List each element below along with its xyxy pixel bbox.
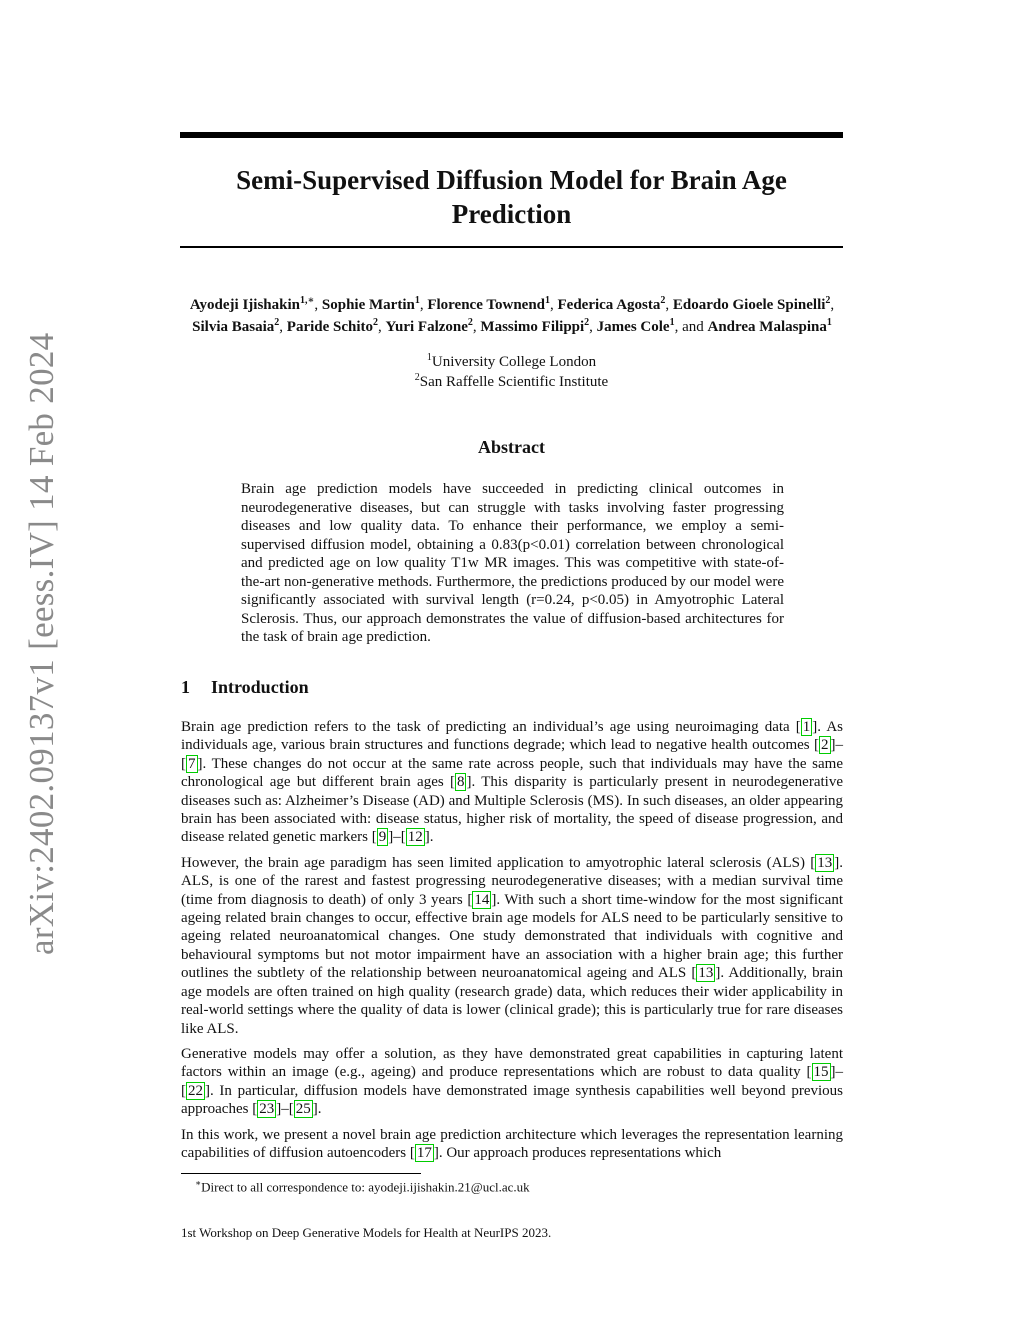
paragraph-text: . (317, 1101, 322, 1118)
author: Ayodeji Ijishakin$^{1,∗}$ (189, 295, 315, 313)
author: Yuri Falzone$^2$ (385, 317, 473, 335)
title-line-2: Prediction (451, 199, 572, 229)
paragraph-text: – (835, 1064, 843, 1081)
intro-paragraph: However, the brain age paradigm has seen limited application to amyotrophic lateral sclerosis (ALS) [ 13 ]. ALS, is one of the rarest and fastest progressing neurodegenerative diseases; with a median survival time (time from diagnosis to death) of only 3 years [ 14 ]. With such a short time-window for the most significant ageing related brain changes to occur, effective brain age models for ALS need to be particularly sensitive to ageing related neuroanatomical changes. One study demonstrated that individuals with cognitive and behavioural symptoms but not motor impairment have an association with a higher brain age; this further outlines the subtlety of the relationship between neuroanatomical ageing and ALS [ 13 ]. Additionally, brain age models are often trained on high quality (research grade) data, which reduces their wider applicability in real-world settings where the quality of data is lower (clinical grade); this is particularly true for rare diseases like ALS. (181, 854, 843, 1037)
citation-link[interactable] (819, 736, 831, 754)
author: Federica Agosta$^2$ (557, 295, 666, 313)
section-number: 1 (181, 677, 190, 697)
paragraph-text: . As individuals age, various brain structures and functions degrade; which lead to negative health outcomes (181, 719, 843, 754)
citation-link[interactable] (455, 773, 467, 791)
introduction-body (181, 718, 843, 1169)
paragraph-text: Generative models may offer a solution, as they have demonstrated great capabilities in capturing latent factors within an image (e.g., ageing) and produce representations which are robust to data quality (181, 1045, 843, 1081)
citation-link[interactable] (472, 891, 491, 909)
citation-link[interactable] (696, 964, 715, 982)
citation-number[interactable]: 25 (295, 1101, 311, 1118)
title-line-1: Semi-Supervised Diffusion Model for Brain Age (236, 165, 787, 195)
citation-number[interactable]: 7 (188, 755, 196, 772)
paragraph-text: . Additionally, brain age models are often trained on high quality (research grade) data, which reduces their wider applicability in real-world settings where the quality of data is lower (clinical grade); this is particularly true for rare diseases like ALS. (181, 965, 843, 1037)
intro-paragraph: Generative models may offer a solution, as they have demonstrated great capabilities in capturing latent factors within an image (e.g., ageing) and produce representations which are robust to data quality [ 15 ]–[ 22 ]. In particular, diffusion models have demonstrated image synthesis capabilities well beyond previous approaches [ 23 ]–[ 25 ]. (181, 1045, 843, 1118)
citation-number[interactable]: 13 (698, 965, 714, 982)
paragraph-text: . ALS, is one of the rarest and fastest progressing neurodegenerative diseases; with a median survival time (time from diagnosis to death) of only 3 years (181, 854, 843, 908)
affiliation: $^2$San Raffelle Scientific Institute (414, 372, 609, 390)
paragraph-text: In this work, we present a novel brain age prediction architecture which leverages the representation learning capabilities of diffusion autoencoders (181, 1126, 843, 1161)
title-bottom-rule (180, 246, 843, 248)
citation-number[interactable]: 12 (407, 829, 423, 846)
affiliation: $^1$University College London (426, 352, 597, 370)
footnote-text: Direct to all correspondence to: ayodeji.ijishakin.21@ucl.ac.uk (201, 1179, 530, 1195)
author: Silvia Basaia$^2$ (192, 317, 280, 335)
abstract-text: Brain age prediction models have succeeded in predicting clinical outcomes in neurodegenerative diseases, but can struggle with tasks involving faster progressing diseases and low quality data. To enhance their performance, we employ a semi-supervised diffusion model, obtaining a 0.83(p<0.01) correlation between chronological and predicted age on low quality T1w MR images. This was competitive with state-of-the-art non-generative methods. Furthermore, the predictions produced by our model were significantly associated with survival length (r=0.24, p<0.05) in Amyotrophic Lateral Sclerosis. Thus, our approach demonstrates the value of diffusion-based architectures for the task of brain age prediction. (241, 481, 784, 645)
paragraph-text: . (429, 829, 434, 846)
page-footer: 1st Workshop on Deep Generative Models for Health at NeurIPS 2023. (181, 1225, 552, 1240)
citation-link[interactable] (294, 1100, 313, 1118)
citation-number[interactable]: 8 (456, 774, 465, 791)
citation-link[interactable] (815, 854, 834, 872)
author: Sophie Martin$^1$ (321, 295, 420, 313)
author: James Cole$^1$ (596, 317, 675, 335)
paragraph-text: – (281, 1101, 289, 1118)
intro-paragraph: In this work, we present a novel brain age prediction architecture which leverages the representation learning capabilities of diffusion autoencoders [ 17 ]. Our approach produces representations which (181, 1126, 843, 1161)
footnote (195, 1178, 530, 1195)
paragraph-text: . In particular, diffusion models have demonstrated image synthesis capabilities well beyond previous approaches (181, 1082, 843, 1118)
paragraph-text: . Our approach produces representations which (438, 1144, 722, 1161)
citation-number[interactable]: 2 (821, 737, 829, 754)
citation-link[interactable] (406, 828, 425, 846)
citation-number[interactable]: 14 (474, 891, 490, 908)
citation-number[interactable]: 15 (813, 1064, 829, 1081)
authors-and: and (682, 319, 704, 335)
author: Massimo Filippi$^2$ (480, 317, 590, 335)
paragraph-text: – (393, 829, 401, 846)
footnote-mark: ∗ (195, 1178, 202, 1188)
paragraph-text: . With such a short time-window for the most significant ageing related brain changes to occur, effective brain age models for ALS need to be particularly sensitive to ageing related neuroanatomical changes. One study demonstrated that individuals with cognitive and behavioural symptoms but not motor impairment have an association with a higher brain age; this further outlines the subtlety of the relationship between neuroanatomical ageing and ALS (181, 891, 843, 982)
citation-link[interactable] (415, 1144, 434, 1162)
footnote-rule (181, 1173, 421, 1174)
paragraph-text: . This disparity is particularly present in neurodegenerative diseases such as: Alzheimer’s Disease (AD) and Multiple Sclerosis (MS). In such diseases, an older appearing brain has been associated with: disease status, higher risk of mortality, the speed of disease progression, and disease related genetic markers (181, 774, 843, 846)
citation-link[interactable] (186, 1082, 205, 1100)
author-list: Ayodeji Ijishakin$^{1,∗}$, Sophie Martin$^1$, Florence Townend$^1$, Federica Agosta$^2$, Edoardo Gioele Spinelli$^2$, Silvia Basaia$^2$, Paride Schito$^2$, Yuri Falzone$^2$, Massimo Filippi$^2$, James Cole$^1$, and Andrea Malaspina$^1$ (189, 295, 835, 335)
citation-number[interactable]: 1 (802, 719, 811, 735)
arxiv-sidebar-stamp: arXiv:2402.09137v1 [eess.IV] 14 Feb 2024 (22, 332, 61, 955)
intro-paragraph: Brain age prediction refers to the task of predicting an individual’s age using neuroimaging data [ 1 ]. As individuals age, various brain structures and functions degrade; which lead to negative health outcomes [ 2 ]–[ 7 ]. These changes do not occur at the same rate across people, such that individuals may have the same chronological age but different brain ages [ 8 ]. This disparity is particularly present in neurodegenerative diseases such as: Alzheimer’s Disease (AD) and Multiple Sclerosis (MS). In such diseases, an older appearing brain has been associated with: disease status, higher risk of mortality, the speed of disease progression, and disease related genetic markers [ 9 ]–[ 12 ]. (181, 719, 843, 846)
paragraph-text: However, the brain age paradigm has seen limited application to amyotrophic lateral sclerosis (ALS) (181, 854, 811, 871)
citation-number[interactable]: 23 (259, 1101, 275, 1118)
author: Andrea Malaspina$^1$ (707, 317, 832, 335)
author: Paride Schito$^2$ (286, 317, 379, 335)
citation-number[interactable]: 13 (817, 854, 833, 871)
section-title: Introduction (211, 677, 309, 697)
affiliations (180, 352, 843, 392)
citation-number[interactable]: 22 (188, 1082, 203, 1099)
citation-link[interactable] (257, 1100, 276, 1118)
paragraph-text: . These changes do not occur at the same rate across people, such that individuals may have the same chronological age but different brain ages (181, 755, 843, 791)
section-heading (181, 677, 309, 698)
citation-link[interactable] (801, 718, 813, 736)
citation-link[interactable] (377, 828, 389, 846)
citation-link[interactable] (812, 1063, 831, 1081)
author: Edoardo Gioele Spinelli$^2$ (672, 295, 831, 313)
paragraph-text: Brain age prediction refers to the task of predicting an individual’s age using neuroimaging data (181, 719, 796, 735)
citation-number[interactable]: 9 (378, 829, 387, 846)
abstract-heading: Abstract (478, 437, 545, 457)
citation-number[interactable]: 17 (416, 1144, 432, 1161)
citation-link[interactable] (186, 755, 198, 773)
title-top-rule (180, 132, 843, 138)
author: Florence Townend$^1$ (427, 295, 550, 313)
paper-title (180, 163, 843, 231)
paragraph-text: – (835, 737, 843, 754)
